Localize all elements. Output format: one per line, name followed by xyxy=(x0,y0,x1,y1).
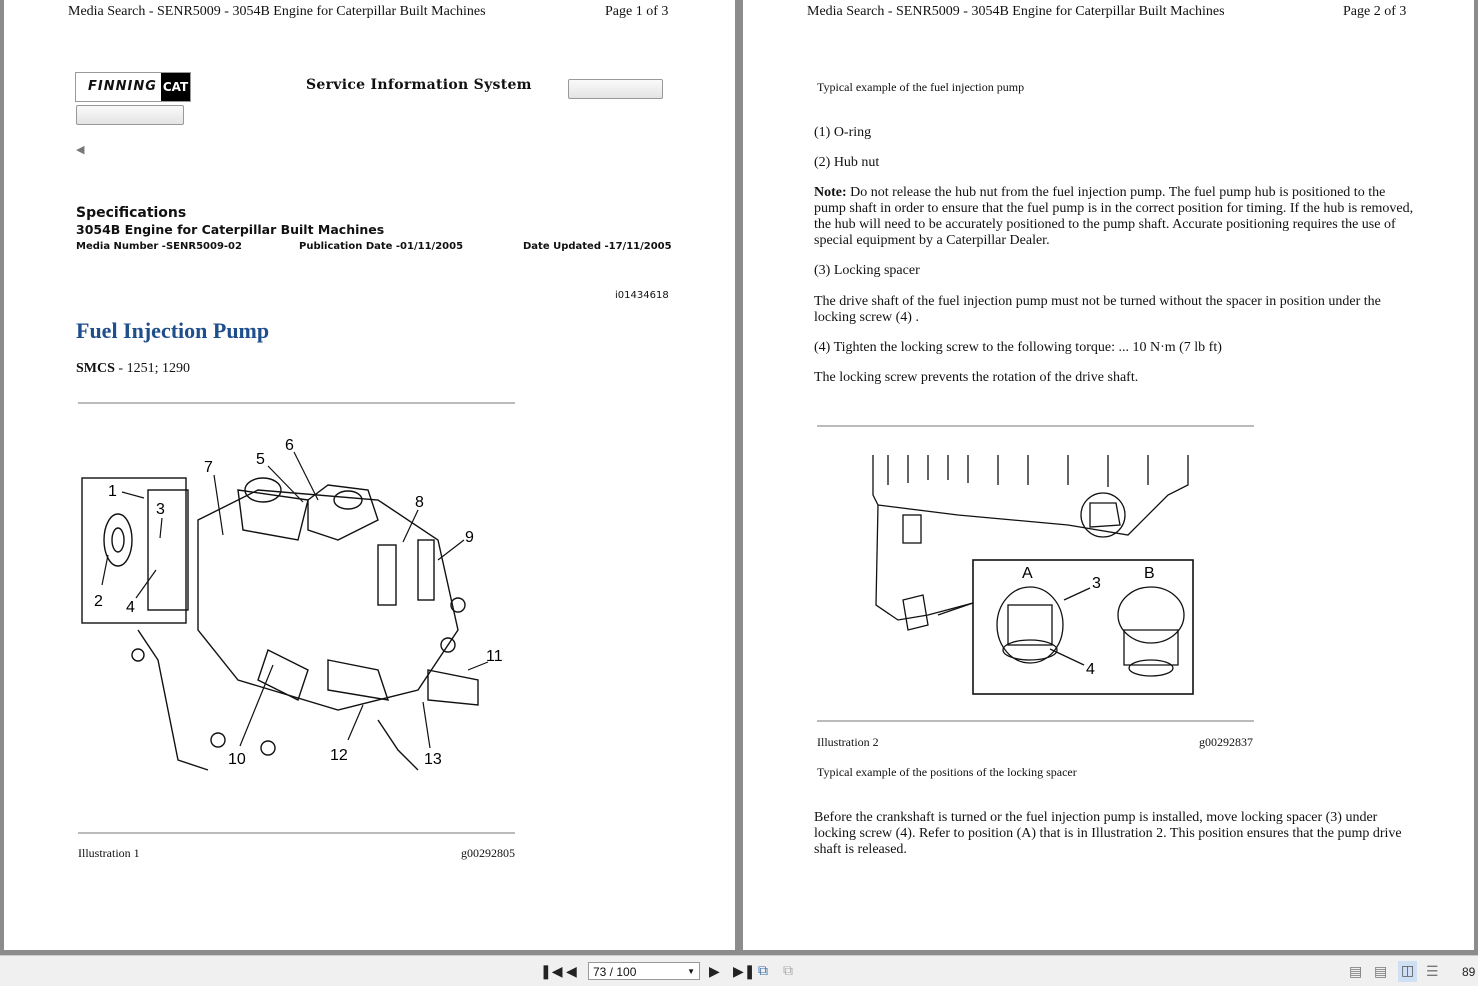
callout-5: 5 xyxy=(256,451,265,468)
page-header-title: Media Search - SENR5009 - 3054B Engine for Caterpillar Built Machines xyxy=(807,4,1225,19)
page-number-value: 73 / 100 xyxy=(593,965,637,979)
caption: Typical example of the positions of the locking spacer xyxy=(817,765,1077,779)
illustration-label: Illustration 2 xyxy=(817,735,879,749)
page-header-number: Page 1 of 3 xyxy=(605,4,669,19)
callout-A: A xyxy=(1022,565,1033,582)
callout-3: 3 xyxy=(1092,575,1101,592)
document-id: i01434618 xyxy=(615,290,669,301)
finning-cat-logo xyxy=(75,72,191,102)
divider xyxy=(78,832,515,834)
callout-4: 4 xyxy=(126,599,135,616)
next-page-icon[interactable]: ▶ xyxy=(709,965,720,980)
logo-text: FINNING xyxy=(88,79,157,94)
cat-logo: CAT xyxy=(161,73,190,101)
prev-page-icon[interactable]: ◀ xyxy=(566,965,577,980)
viewer-toolbar xyxy=(0,955,1478,986)
callout-2: 2 xyxy=(94,593,103,610)
page-1 xyxy=(4,0,735,950)
callout-13: 13 xyxy=(424,751,442,768)
callout-8: 8 xyxy=(415,494,424,511)
illustration-id: g00292805 xyxy=(461,846,515,860)
section-heading: Specifications xyxy=(76,205,187,221)
callout-1: 1 xyxy=(108,483,117,500)
torque-spec: (4) Tighten the locking screw to the following torque: ... 10 N·m (7 lb ft) xyxy=(814,340,1222,355)
page-header-number: Page 2 of 3 xyxy=(1343,4,1407,19)
callout-4: 4 xyxy=(1086,661,1095,678)
divider xyxy=(817,720,1254,722)
callout-B: B xyxy=(1144,565,1155,582)
illustration-1-fuel-pump xyxy=(78,430,503,775)
two-page-continuous-view-icon[interactable]: ☰ xyxy=(1426,965,1439,980)
illustration-label: Illustration 1 xyxy=(78,846,140,860)
callout-12: 12 xyxy=(330,747,348,764)
sis-title: Service Information System xyxy=(306,77,532,93)
callout-9: 9 xyxy=(465,529,474,546)
zoom-level[interactable]: 89 xyxy=(1462,965,1476,979)
callout-11: 11 xyxy=(486,648,503,665)
sis-button-2[interactable] xyxy=(76,105,184,125)
callout-10: 10 xyxy=(228,751,246,768)
two-page-view-icon[interactable]: ◫ xyxy=(1398,961,1417,982)
chevron-down-icon: ▼ xyxy=(687,967,695,976)
paragraph: Before the crankshaft is turned or the fuel injection pump is installed, move locking spacer (3) under locking screw (4). Refer to position (A) that is in Illustration 2. This position ensures that the pump drive shaft is released. xyxy=(814,810,1402,857)
single-page-view-icon[interactable]: ▤ xyxy=(1349,965,1363,980)
callout-3: 3 xyxy=(156,501,165,518)
sis-button[interactable] xyxy=(568,79,663,99)
paragraph: The locking screw prevents the rotation of the drive shaft. xyxy=(814,370,1139,385)
smcs-label: SMCS xyxy=(76,361,115,376)
page-title: Fuel Injection Pump xyxy=(76,318,270,343)
engine-heading: 3054B Engine for Caterpillar Built Machines xyxy=(76,222,385,237)
illustration-id: g00292837 xyxy=(1199,735,1253,749)
media-number: Media Number -SENR5009-02 xyxy=(76,241,242,252)
divider xyxy=(78,402,515,404)
page-2 xyxy=(743,0,1474,950)
publication-date: Publication Date -01/11/2005 xyxy=(299,241,464,252)
note-text: Do not release the hub nut from the fuel injection pump. The fuel pump hub is positioned to the pump shaft in order to ensure that the fuel pump is in the correct position for timing. If the hub is removed, the hub will need to be accurately positioned to the pump shaft. Accurate positioning requires the use of special equipment by a Caterpillar Dealer. xyxy=(814,185,1414,248)
caption: Typical example of the fuel injection pump xyxy=(817,80,1025,94)
note-label: Note: xyxy=(814,185,847,200)
divider xyxy=(817,425,1254,427)
last-page-icon[interactable]: ▶❚ xyxy=(733,965,756,980)
first-page-icon[interactable]: ❚◀ xyxy=(540,965,563,980)
paragraph: The drive shaft of the fuel injection pump must not be turned without the spacer in position under the locking screw (4) . xyxy=(814,294,1381,325)
item-locking-spacer: (3) Locking spacer xyxy=(814,263,920,278)
page-header-title: Media Search - SENR5009 - 3054B Engine for Caterpillar Built Machines xyxy=(68,4,486,19)
smcs-value: - 1251; 1290 xyxy=(114,361,190,376)
note-paragraph xyxy=(814,185,1414,249)
item-hub-nut: (2) Hub nut xyxy=(814,155,880,170)
smcs-line xyxy=(76,361,190,377)
date-updated: Date Updated -17/11/2005 xyxy=(523,241,672,252)
callout-6: 6 xyxy=(285,437,294,454)
insert-page-icon[interactable]: ⧉ xyxy=(783,964,793,979)
back-arrow-icon[interactable]: ◀ xyxy=(76,144,85,156)
illustration-2-locking-spacer xyxy=(868,455,1203,700)
callout-7: 7 xyxy=(204,459,213,476)
continuous-view-icon[interactable]: ▤ xyxy=(1374,965,1388,980)
item-o-ring: (1) O-ring xyxy=(814,125,872,140)
page-number-select[interactable] xyxy=(588,962,700,980)
extract-page-icon[interactable]: ⧉ xyxy=(758,964,768,979)
